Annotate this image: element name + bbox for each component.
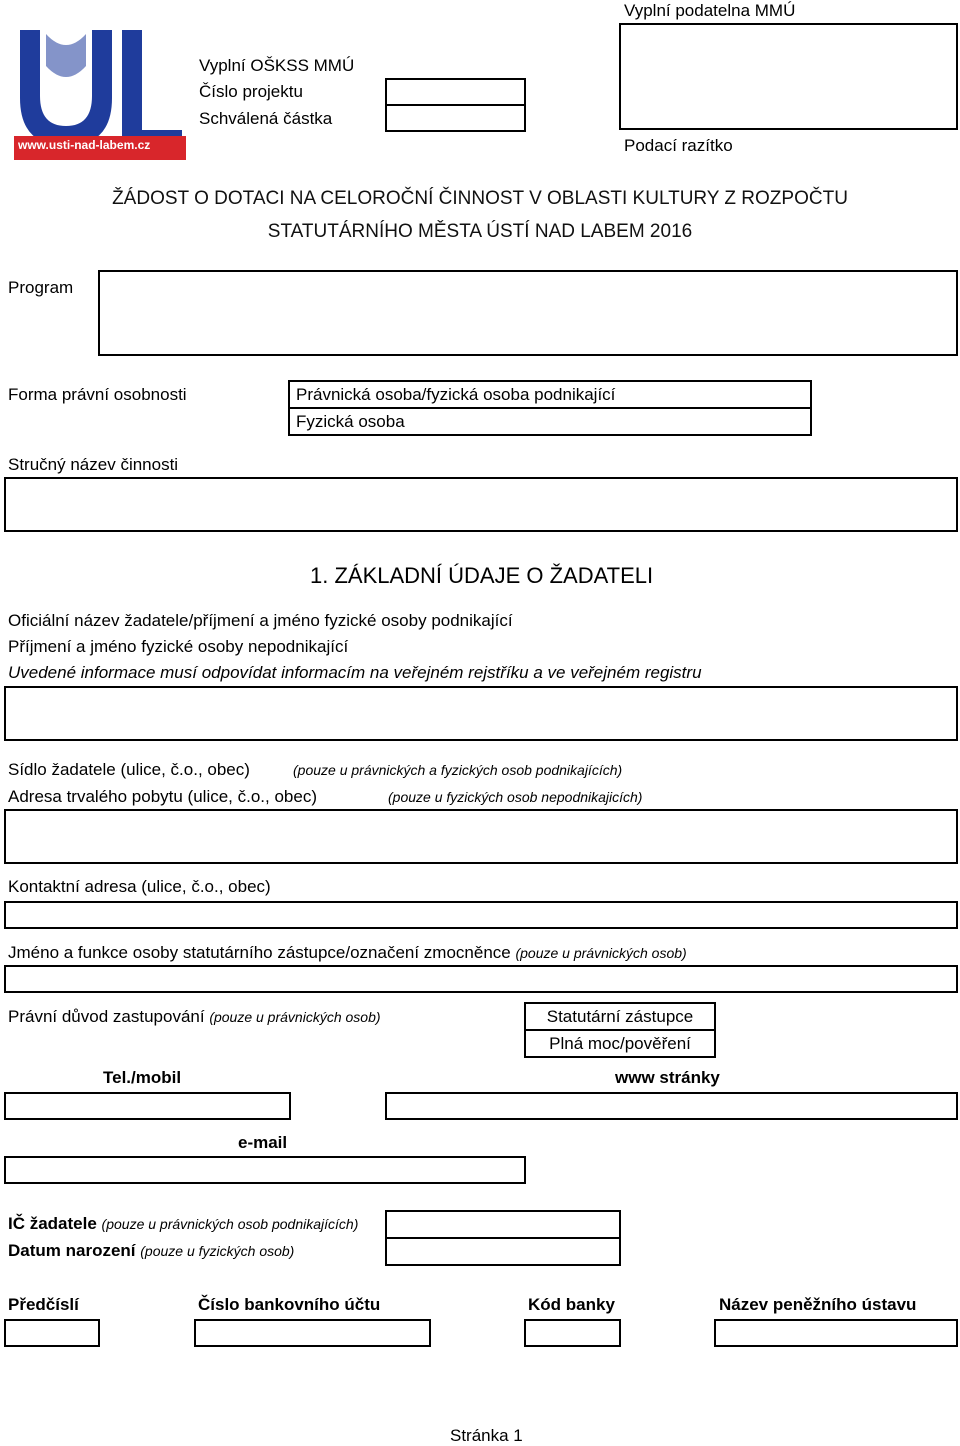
web-label: www stránky xyxy=(615,1068,720,1087)
phone-field[interactable] xyxy=(4,1092,291,1120)
approved-amount-field[interactable] xyxy=(385,104,526,132)
person-name-label: Příjmení a jméno fyzické osoby nepodnikající xyxy=(8,637,349,656)
birth-label-text: Datum narození xyxy=(8,1241,136,1260)
bank-code-field[interactable] xyxy=(524,1319,621,1347)
representation-option-statutory-label: Statutární zástupce xyxy=(546,1007,694,1026)
legal-form-option-legal-label: Právnická osoba/fyzická osoba podnikající xyxy=(296,385,616,404)
representation-option-power[interactable] xyxy=(524,1029,716,1058)
bank-name-label: Název peněžního ústavu xyxy=(719,1295,917,1314)
legal-form-label: Forma právní osobnosti xyxy=(8,385,187,404)
legal-reason-label-text: Právní důvod zastupování xyxy=(8,1007,205,1026)
city-logo xyxy=(14,26,186,160)
legal-reason-note: (pouze u právnických osob) xyxy=(209,1009,381,1025)
seat-note: (pouze u právnických a fyzických osob podnikajících) xyxy=(293,762,623,778)
phone-label: Tel./mobil xyxy=(103,1068,182,1087)
project-number-label: Číslo projektu xyxy=(199,82,303,101)
web-field[interactable] xyxy=(385,1092,958,1120)
representative-field[interactable] xyxy=(4,965,958,993)
ic-note: (pouze u právnických osob podnikajících) xyxy=(101,1216,359,1232)
seat-label: Sídlo žadatele (ulice, č.o., obec) xyxy=(8,760,250,779)
bank-code-label: Kód banky xyxy=(528,1295,615,1314)
email-field[interactable] xyxy=(4,1156,526,1184)
stamp-label: Podací razítko xyxy=(624,136,733,155)
contact-address-field[interactable] xyxy=(4,901,958,929)
email-label: e-mail xyxy=(238,1133,288,1152)
registry-note: Uvedené informace musí odpovídat informacím na veřejném rejstříku a ve veřejném registru xyxy=(8,663,702,682)
ic-field[interactable] xyxy=(385,1210,621,1239)
activity-label: Stručný název činnosti xyxy=(8,455,179,474)
ic-label-text: IČ žadatele xyxy=(8,1214,97,1233)
birth-note: (pouze u fyzických osob) xyxy=(140,1243,295,1259)
bank-account-label: Číslo bankovního účtu xyxy=(198,1295,381,1314)
bank-name-field[interactable] xyxy=(714,1319,958,1347)
bank-account-field[interactable] xyxy=(194,1319,431,1347)
form-title-line1: ŽÁDOST O DOTACI NA CELOROČNÍ ČINNOST V OBLASTI KULTURY Z ROZPOČTU xyxy=(112,188,848,209)
project-number-field[interactable] xyxy=(385,78,526,106)
applicant-name-field[interactable] xyxy=(4,686,958,741)
approved-amount-label: Schválená částka xyxy=(199,109,333,128)
program-label: Program xyxy=(8,278,74,297)
form-title-line2: STATUTÁRNÍHO MĚSTA ÚSTÍ NAD LABEM 2016 xyxy=(267,221,693,242)
section1-heading: 1. ZÁKLADNÍ ÚDAJE O ŽADATELI xyxy=(310,563,654,588)
representative-note: (pouze u právnických osob) xyxy=(515,945,687,961)
logo-url-text: www.usti-nad-labem.cz xyxy=(18,138,151,152)
representation-option-power-label: Plná moc/pověření xyxy=(549,1034,691,1053)
legal-reason-label xyxy=(8,1007,381,1027)
bank-prefix-label: Předčíslí xyxy=(8,1295,79,1314)
ic-label xyxy=(8,1214,358,1234)
birth-label xyxy=(8,1241,294,1261)
stamp-box xyxy=(619,23,958,130)
address-field[interactable] xyxy=(4,809,958,864)
bank-prefix-field[interactable] xyxy=(4,1319,100,1347)
official-name-label: Oficiální název žadatele/příjmení a jméno fyzické osoby podnikající xyxy=(8,611,513,630)
podatelna-title: Vyplní podatelna MMÚ xyxy=(624,1,796,20)
residence-note: (pouze u fyzických osob nepodnikajicích) xyxy=(388,789,643,805)
legal-form-option-legal[interactable] xyxy=(288,380,812,409)
representation-option-statutory[interactable] xyxy=(524,1002,716,1031)
legal-form-option-natural[interactable] xyxy=(288,407,812,436)
oskss-title: Vyplní OŠKSS MMÚ xyxy=(199,56,355,75)
contact-address-label: Kontaktní adresa (ulice, č.o., obec) xyxy=(8,877,271,896)
birth-date-field[interactable] xyxy=(385,1237,621,1266)
page-number: Stránka 1 xyxy=(450,1426,523,1445)
legal-form-option-natural-label: Fyzická osoba xyxy=(296,412,405,431)
representative-label xyxy=(8,943,687,963)
program-field[interactable] xyxy=(98,270,958,356)
representative-label-text: Jméno a funkce osoby statutárního zástupce/označení zmocněnce xyxy=(8,943,511,962)
activity-field[interactable] xyxy=(4,477,958,532)
residence-label: Adresa trvalého pobytu (ulice, č.o., obec) xyxy=(8,787,317,806)
